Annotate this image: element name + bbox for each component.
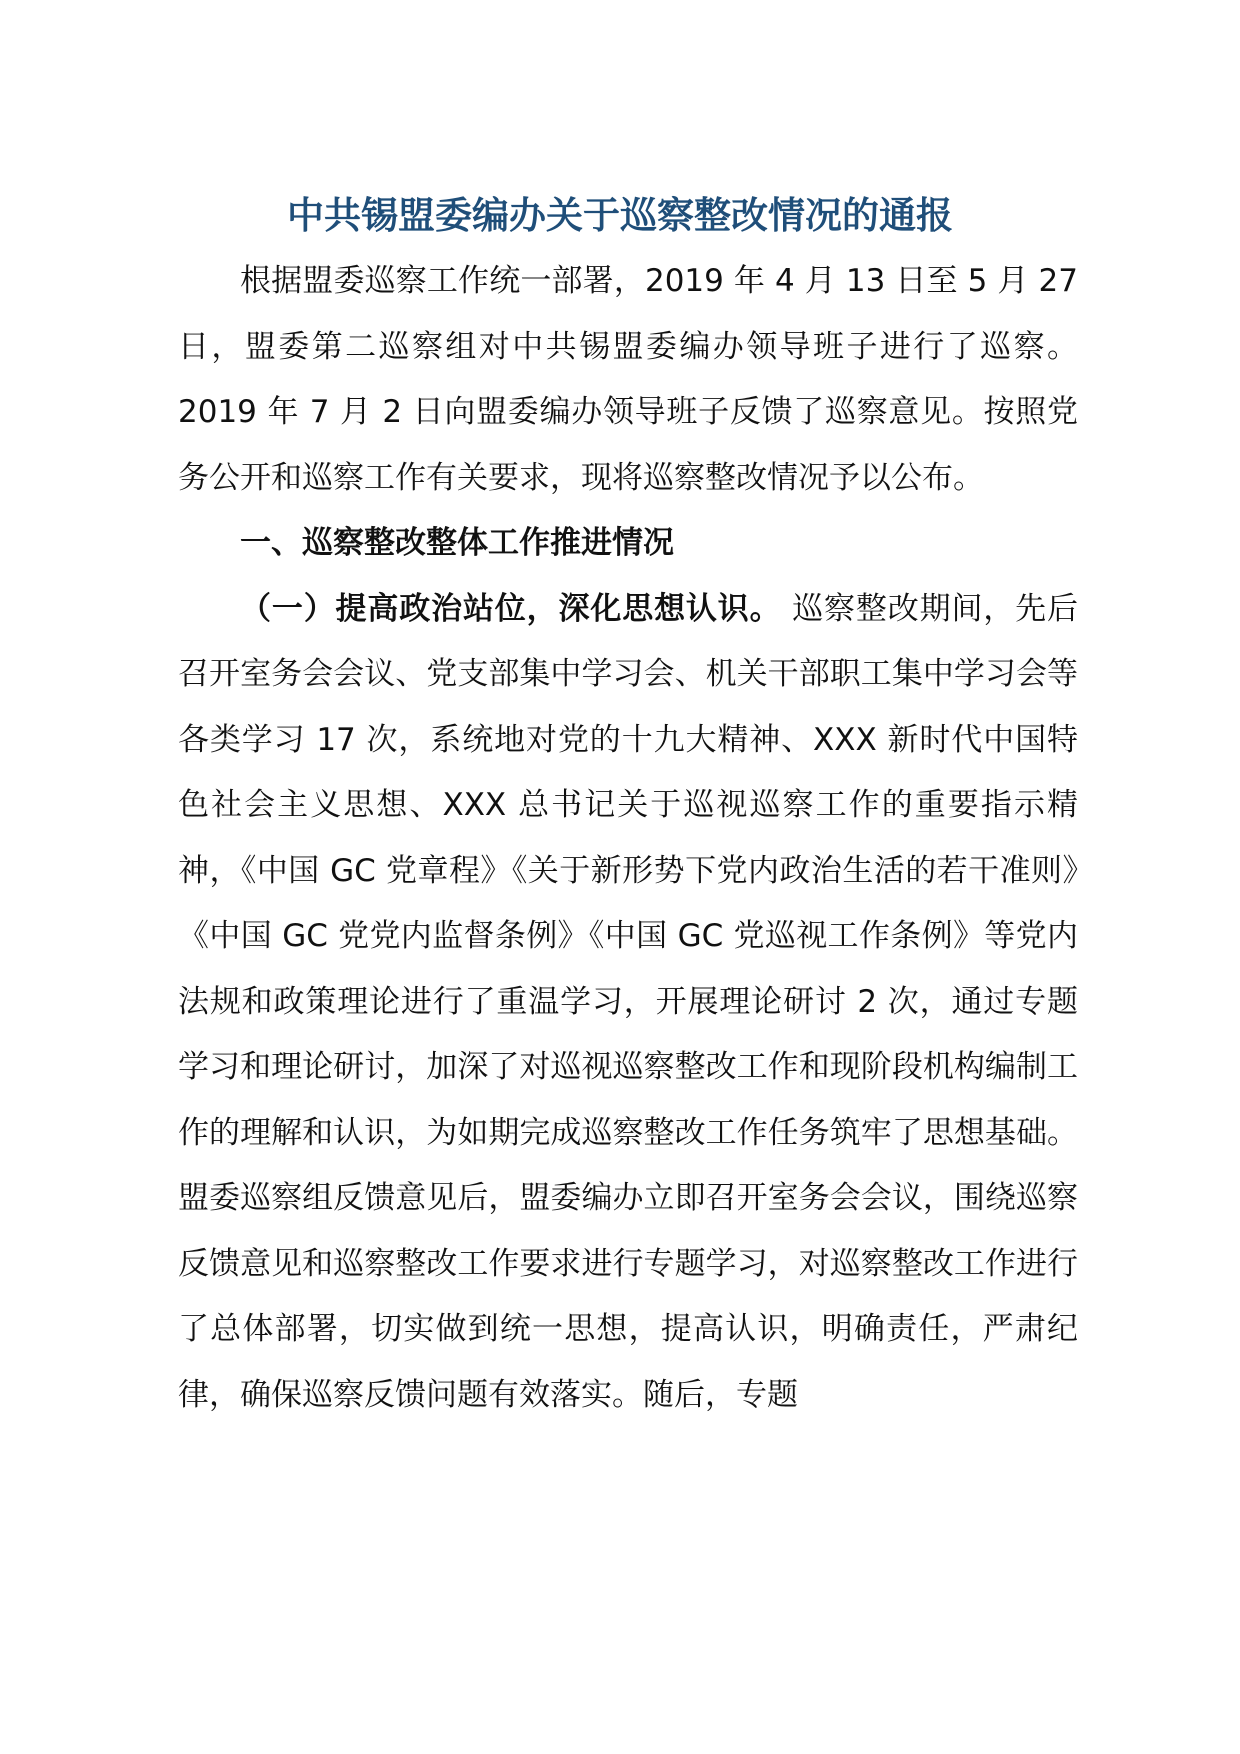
intro-paragraph: 根据盟委巡察工作统一部署，2019 年 4 月 13 日至 5 月 27 日，盟委第二巡察组对中共锡盟委编办领导班子进行了巡察。2019 年 7 月 2 日向盟委编办领导班子反馈了巡察意见。按照党务公开和巡察工作有关要求，现将巡察整改情况予以公布。 <box>178 263 1078 496</box>
section-heading: 一、巡察整改整体工作推进情况 <box>240 525 674 561</box>
subsection-heading: （一）提高政治站位，深化思想认识。 <box>240 590 782 627</box>
document-title: 中共锡盟委编办关于巡察整改情况的通报 <box>287 194 953 237</box>
subsection-body: 巡察整改期间，先后召开室务会会议、党支部集中学习会、机关干部职工集中学习会等各类学习 17 次，系统地对党的十九大精神、XXX 新时代中国特色社会主义思想、XXX 总书记关于巡视巡察工作的重要指示精神，《中国 GC 党章程》《关于新形势下党内政治生活的若干准则》《中国 GC 党党内监督条例》《中国 GC 党巡视工作条例》等党内法规和政策理论进行了重温学习，开展理论研讨 2 次，通过专题学习和理论研讨，加深了对巡视巡察整改工作和现阶段机构编制工作的理解和认识，为如期完成巡察整改工作任务筑牢了思想基础。盟委巡察组反馈意见后，盟委编办立即召开室务会会议，围绕巡察反馈意见和巡察整改工作要求进行专题学习，对巡察整改工作进行了总体部署，切实做到统一思想，提高认识，明确责任，严肃纪律，确保巡察反馈问题有效落实。随后，专题 <box>178 590 1079 1413</box>
document-body <box>178 249 1078 1428</box>
subsection-paragraph <box>178 577 1078 1429</box>
